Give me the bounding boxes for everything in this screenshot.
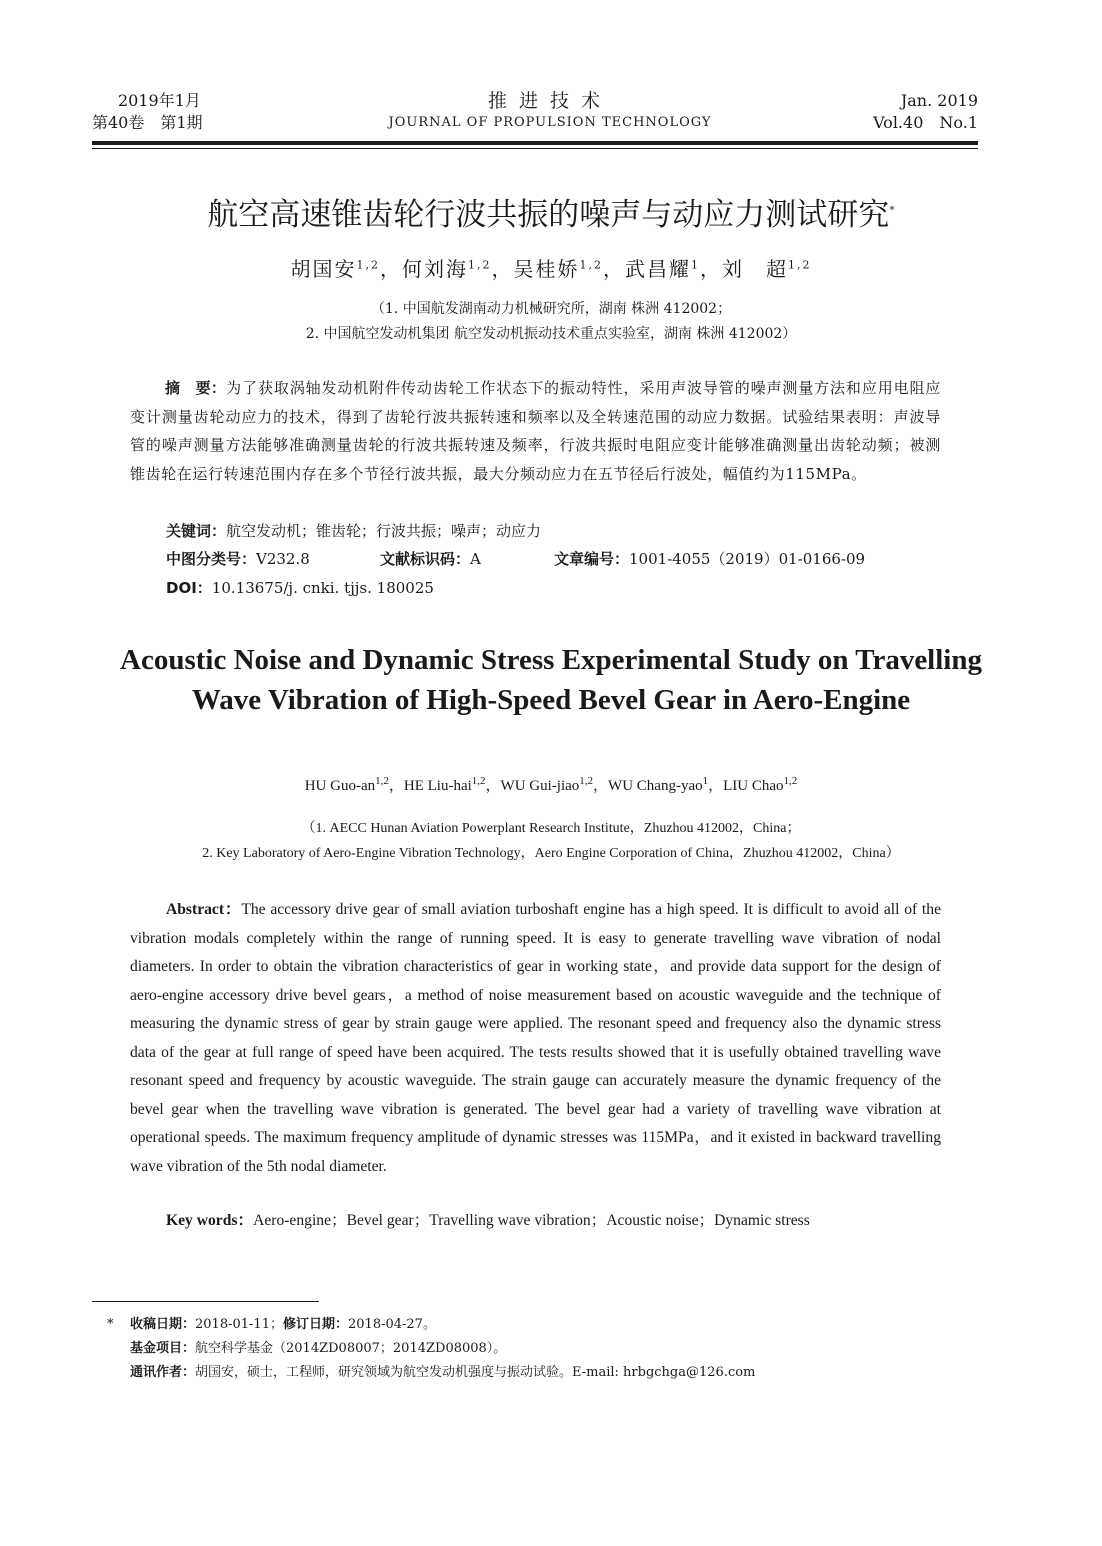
affiliation-en-2: 2. Key Laboratory of Aero-Engine Vibration Technology，Aero Engine Corporation of China，Zhuzhou 412002，China） [202,846,900,861]
en-author-separator: ， [388,778,404,794]
cn-author-affiliation-mark: 1,2 [579,258,603,272]
document-code [380,545,554,573]
class-number [166,545,380,573]
fund-label: 基金项目： [130,1341,196,1356]
keywords-en-label: Key words： [166,1212,254,1229]
received-value: 2018-01-11； [195,1317,283,1332]
article-number [554,545,865,573]
keywords-en [166,1207,810,1235]
cn-author-affiliation-mark: 1 [691,258,700,272]
document-code-label: 文献标识码： [380,550,471,568]
article-number-label: 文章编号： [554,550,630,568]
cn-author-name: 胡国安 [290,257,357,281]
en-author-name: WU Gui-jiao [500,778,580,794]
footnote-corresponding-author [130,1362,755,1384]
abstract-en-text: The accessory drive gear of small aviation turboshaft engine has a high speed. It is difficult to avoid all of the vibration modals completely within the range of running speed. It is easy to generate travelling wave vibration of nodal diameters. In order to obtain the vibration characteristics of gear in working state，and provide data support for the design of aero-engine accessory drive bevel gears，a method of noise measurement based on acoustic waveguide and the technique of measuring the dynamic stress of gear by strain gauge were applied. The resonant speed and frequency also the dynamic stress data of the gear at full range of speed have been acquired. The tests results showed that it is usefully obtained travelling wave resonant speed and frequency by acoustic waveguide. The strain gauge can accurately measure the dynamic frequency of the bevel gear when the travelling wave vibration is generated. The bevel gear had a variety of travelling wave vibration at operational speeds. The maximum frequency amplitude of dynamic stresses was 115MPa，and it existed in backward travelling wave vibration of the 5th nodal diameter. [130,901,941,1175]
title-cn [60,192,1042,238]
journal-masthead [330,88,770,132]
corresponding-author-value: 胡国安，硕士，工程师，研究领域为航空发动机强度与振动试验。E-mail: hrbgchga@126.com [195,1365,756,1380]
affiliation-cn-1: （1. 中国航发湖南动力机械研究所，湖南 株洲 412002； [370,301,732,317]
cn-author-separator: ， [603,257,625,281]
cn-author-affiliation-mark: 1,2 [788,258,812,272]
class-number-value: V232.8 [256,550,310,568]
keywords-cn-text: 航空发动机；锥齿轮；行波共振；噪声；动应力 [226,522,542,540]
abstract-cn-label: 摘 要： [165,379,227,397]
header-issue-en [810,90,978,134]
footnote-star: * [107,1317,114,1332]
cn-author-name: 刘 超 [722,257,788,281]
authors-cn [60,254,1042,284]
cn-author-name: 吴桂娇 [513,257,580,281]
doi-value: 10.13675/j. cnki. tjjs. 180025 [211,579,434,597]
en-author-affiliation-mark: 1,2 [579,775,594,787]
cn-author-affiliation-mark: 1,2 [356,258,380,272]
en-author-separator: ， [593,778,609,794]
received-label: 收稿日期： [130,1317,196,1332]
article-number-value: 1001-4055（2019）01-0166-09 [629,550,866,568]
corresponding-author-label: 通讯作者： [130,1365,196,1380]
doi [166,574,434,602]
abstract-en [130,896,941,1181]
footnote-dates [130,1314,436,1336]
en-author-name: HE Liu-hai [403,778,472,794]
journal-name-en: JOURNAL OF PROPULSION TECHNOLOGY [388,115,712,130]
cn-author-affiliation-mark: 1,2 [468,258,492,272]
revised-label: 修订日期： [282,1317,348,1332]
cn-author-separator: ， [380,257,402,281]
en-author-name: LIU Chao [723,778,784,794]
header-volume-cn: 第40卷 第1期 [92,113,203,132]
doi-label: DOI： [166,579,212,597]
en-author-name: WU Chang-yao [608,778,703,794]
header-date-cn: 2019年1月 [118,91,201,110]
footnote-rule [92,1301,319,1302]
en-author-affiliation-mark: 1,2 [471,775,486,787]
title-cn-text: 航空高速锥齿轮行波共振的噪声与动应力测试研究 [207,197,890,233]
class-number-label: 中图分类号： [166,550,257,568]
classification-row [166,545,946,573]
title-en: Acoustic Noise and Dynamic Stress Experimental Study on Travelling Wave Vibration of High-Speed Bevel Gear in Aero-Engine [120,644,982,716]
header-rule-thick [92,141,978,145]
affiliation-en-1: （1. AECC Hunan Aviation Powerplant Research Institute，Zhuzhou 412002，China； [301,821,801,836]
cn-author-name: 何刘海 [402,257,468,281]
affiliation-cn-2: 2. 中国航空发动机集团 航空发动机振动技术重点实验室，湖南 株洲 412002） [305,326,797,342]
keywords-en-text: Aero-engine；Bevel gear；Travelling wave vibration；Acoustic noise；Dynamic stress [253,1212,810,1229]
en-author-affiliation-mark: 1 [702,775,709,787]
document-code-value: A [470,550,481,568]
footnote-fund [130,1338,506,1360]
keywords-cn-label: 关键词： [166,522,227,540]
title-footnote-mark: * [889,203,895,217]
cn-author-separator: ， [491,257,514,281]
header-volume-en: Vol.40 No.1 [873,113,978,132]
abstract-cn [130,374,941,488]
en-author-separator: ， [485,778,501,794]
authors-en [60,775,1042,797]
en-author-affiliation-mark: 1,2 [375,775,389,787]
abstract-en-label: Abstract： [166,901,242,918]
cn-author-name: 武昌耀 [625,257,691,281]
revised-value: 2018-04-27。 [348,1317,436,1332]
header-date-en: Jan. 2019 [900,91,978,110]
keywords-cn [166,517,541,545]
header-issue-cn [92,90,292,134]
en-author-separator: ， [708,778,724,794]
en-author-affiliation-mark: 1,2 [783,775,798,787]
cn-author-separator: ， [700,257,722,281]
abstract-cn-text: 为了获取涡轴发动机附件传动齿轮工作状态下的振动特性，采用声波导管的噪声测量方法和应用电阻应变计测量齿轮动应力的技术，得到了齿轮行波共振转速和频率以及全转速范围的动应力数据。试验结果表明：声波导管的噪声测量方法能够准确测量齿轮的行波共振转速及频率，行波共振时电阻应变计能够准确测量出齿轮动频；被测锥齿轮在运行转速范围内存在多个节径行波共振，最大分频动应力在五节径后行波处，幅值约为115MPa。 [130,379,941,483]
header-rule-thin [92,148,978,149]
journal-name-cn: 推进技术 [487,90,612,112]
en-author-name: HU Guo-an [304,778,376,794]
fund-value: 航空科学基金（2014ZD08007；2014ZD08008）。 [195,1341,507,1356]
